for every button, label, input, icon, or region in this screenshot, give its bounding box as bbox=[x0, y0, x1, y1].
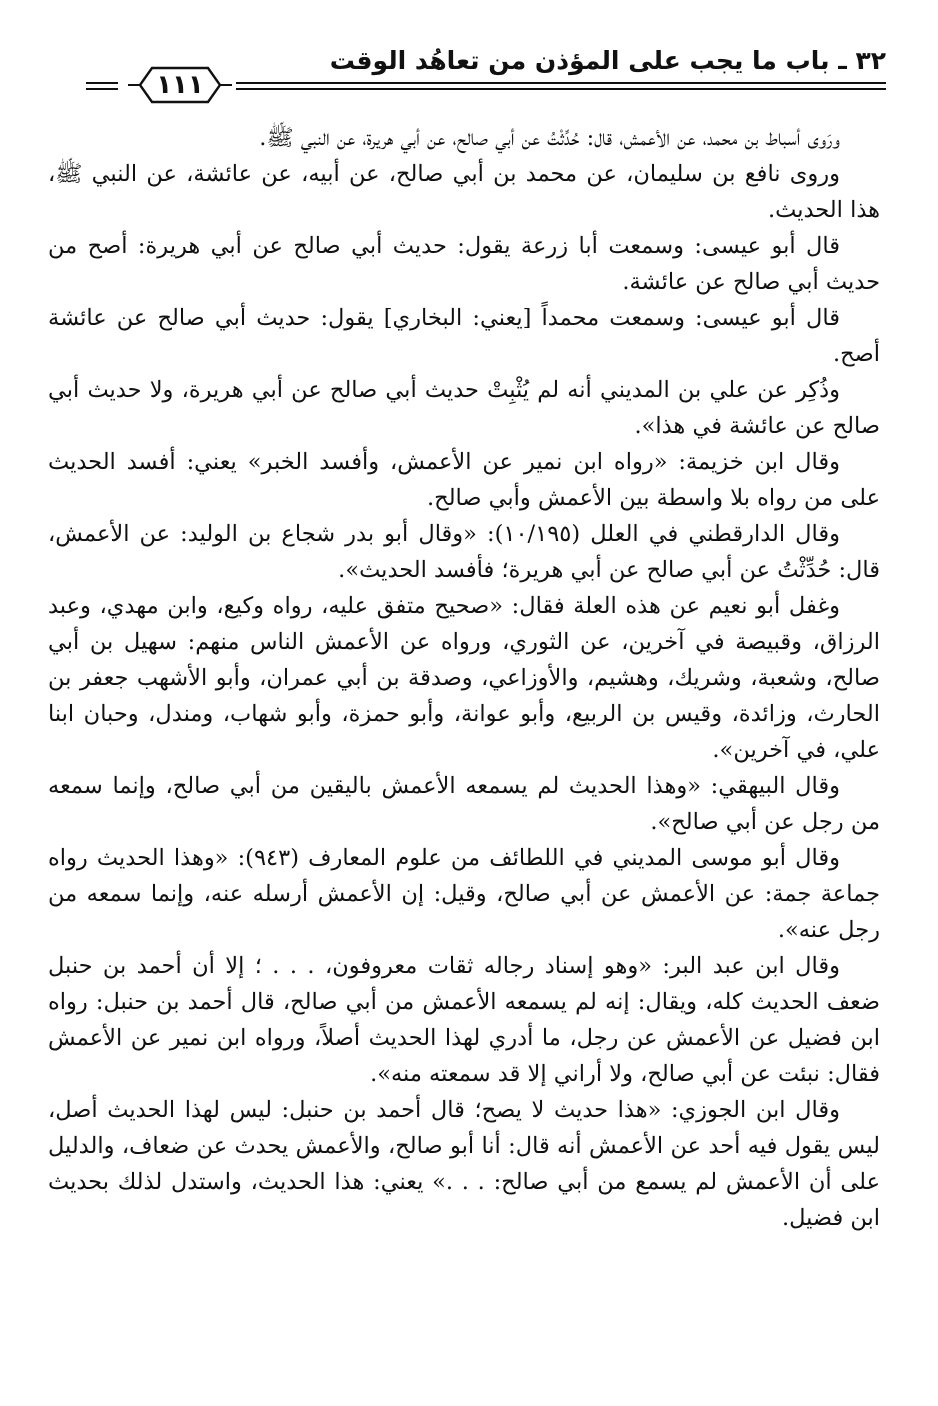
paragraph: وقال البيهقي: «وهذا الحديث لم يسمعه الأعمش باليقين من أبي صالح، وإنما سمعه من رجل عن أبي صالح». bbox=[48, 773, 880, 835]
body-text bbox=[48, 120, 880, 1236]
paragraph: وذُكِر عن علي بن المديني أنه لم يُثْبِتْ حديث أبي صالح عن أبي هريرة، ولا حديث أبي صالح عن عائشة في هذا». bbox=[48, 377, 880, 439]
paragraph: وقال ابن الجوزي: «هذا حديث لا يصح؛ قال أحمد بن حنبل: ليس لهذا الحديث أصل، ليس يقول فيه أحد عن الأعمش أنه قال: أنا أبو صالح، والأعمش يحدث عن ضعاف، والدليل على أن الأعمش لم يسمع من أبي صالح: . . .» يعني: هذا الحديث، واستدل لذلك بحديث ابن فضيل. bbox=[48, 1097, 880, 1231]
page-header bbox=[86, 30, 886, 110]
page-number: ١١١ bbox=[156, 70, 204, 100]
paragraph: قال أبو عيسى: وسمعت أبا زرعة يقول: حديث أبي صالح عن أبي هريرة: أصح من حديث أبي صالح عن عائشة. bbox=[48, 233, 880, 295]
paragraph: ورَوى أسباط بن محمد، عن الأعمش، قال: حُدِّثْتُ عن أبي صالح، عن أبي هريرة، عن النبي ﷺ. bbox=[259, 125, 840, 151]
chapter-title: ٣٢ ـ باب ما يجب على المؤذن من تعاهُد الوقت bbox=[329, 46, 886, 75]
header-rule bbox=[236, 82, 886, 84]
page-number-badge bbox=[126, 64, 234, 106]
header-rule-left bbox=[86, 82, 118, 84]
header-rule bbox=[236, 88, 886, 90]
paragraph: وقال الدارقطني في العلل (١٠/١٩٥): «وقال أبو بدر شجاع بن الوليد: عن الأعمش، قال: حُدِّثْتُ عن أبي صالح عن أبي هريرة؛ فأفسد الحديث». bbox=[48, 521, 880, 583]
paragraph: وروى نافع بن سليمان، عن محمد بن أبي صالح، عن أبيه، عن عائشة، عن النبي ﷺ، هذا الحديث. bbox=[48, 161, 880, 223]
paragraph: وقال ابن عبد البر: «وهو إسناد رجاله ثقات معروفون، . . . ؛ إلا أن أحمد بن حنبل ضعف الحديث كله، ويقال: إنه لم يسمعه الأعمش من أبي صالح، قال أحمد بن حنبل: رواه ابن فضيل عن الأعمش عن رجل، ما أدري لهذا الحديث أصلاً، ورواه ابن نمير عن الأعمش فقال: نبئت عن أبي صالح، ولا أراني إلا قد سمعته منه». bbox=[48, 953, 880, 1087]
paragraph: قال أبو عيسى: وسمعت محمداً [يعني: البخاري] يقول: حديث أبي صالح عن عائشة أصح. bbox=[48, 305, 880, 367]
paragraph: وقال أبو موسى المديني في اللطائف من علوم المعارف (٩٤٣): «وهذا الحديث رواه جماعة جمة: عن الأعمش عن أبي صالح، وقيل: إن الأعمش أرسله عنه، وإنما سمعه من رجل عنه». bbox=[48, 845, 880, 943]
header-rule-left bbox=[86, 88, 118, 90]
paragraph: وغفل أبو نعيم عن هذه العلة فقال: «صحيح متفق عليه، رواه وكيع، وابن مهدي، وعبد الرزاق، وقبيصة في آخرين، عن الثوري، ورواه عن الأعمش الناس منهم: سهيل بن أبي صالح، وشعبة، وشريك، وهشيم، والأوزاعي، وصدقة بن أبي عمران، وأبو الأشهب جعفر بن الحارث، وزائدة، وقيس بن الربيع، وأبو عوانة، وأبو حمزة، وأبو شهاب، ومندل، وحبان ابنا علي، في آخرين». bbox=[48, 593, 880, 763]
paragraph: وقال ابن خزيمة: «رواه ابن نمير عن الأعمش، وأفسد الخبر» يعني: أفسد الحديث على من رواه بلا واسطة بين الأعمش وأبي صالح. bbox=[48, 449, 880, 511]
